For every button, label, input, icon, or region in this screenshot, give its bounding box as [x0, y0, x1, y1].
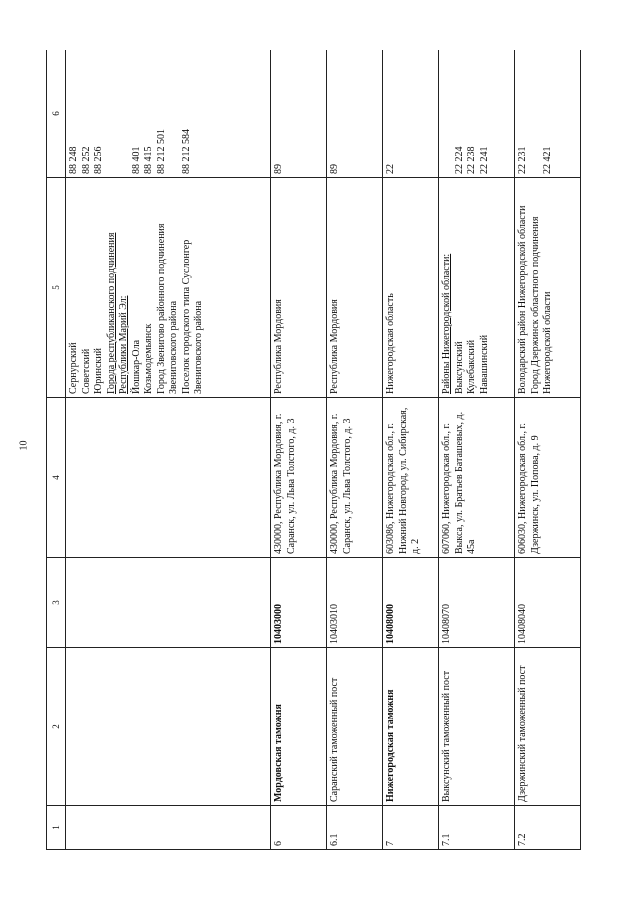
region-line: Поселок городского типа Суслонгер Звениговского района	[180, 239, 204, 394]
region-line: Козьмодемьянск	[143, 323, 154, 394]
oktmo-code: 88 401	[130, 146, 142, 174]
customs-address: 603086, Нижегородская обл., г. Нижний Новгород, ул. Сибирская, д. 2	[383, 398, 439, 558]
oktmo-cell: 89	[327, 50, 383, 178]
region-line: Город Дзержинск областного подчинения Нижегородской области	[529, 216, 553, 394]
row-number: 6.1	[327, 806, 383, 850]
customs-address: 430000, Республика Мордовия, г. Саранск, ул. Льва Толстого, д. 3	[271, 398, 327, 558]
cell-empty	[66, 648, 271, 806]
oktmo-code: 88 248	[68, 146, 79, 174]
oktmo-code: 22 421	[542, 146, 553, 174]
cell-empty	[66, 558, 271, 648]
oktmo-cell: 22	[383, 50, 439, 178]
table-row	[271, 50, 327, 850]
customs-address: 607060, Нижегородская обл., г. Выкса, ул. Братьев Баташевых, д. 45а	[439, 398, 515, 558]
table-row	[439, 50, 515, 850]
region-line: Навашинский	[478, 334, 490, 394]
customs-code: 10403000	[271, 558, 327, 648]
customs-name: Дзержинский таможенный пост	[515, 648, 581, 806]
customs-name: Саранский таможенный пост	[327, 648, 383, 806]
table-wrapper	[46, 50, 581, 850]
region-line: Володарский район Нижегородской области	[517, 205, 528, 394]
oktmo-code: 88 415	[143, 146, 154, 174]
rotated-table-frame	[46, 50, 581, 850]
region-line: Юринский	[93, 348, 104, 394]
customs-name: Нижегородская таможня	[383, 648, 439, 806]
region-cell: Нижегородская область	[383, 178, 439, 398]
cell-empty	[66, 806, 271, 850]
table-row	[383, 50, 439, 850]
header-cell-1: 1	[47, 806, 66, 850]
oktmo-code: 22 238	[466, 146, 477, 174]
region-cell: Республика Мордовия	[327, 178, 383, 398]
header-cell-3: 3	[47, 558, 66, 648]
customs-name: Мордовская таможня	[271, 648, 327, 806]
region-line: Кулебакский	[466, 339, 477, 394]
row-number: 7.1	[439, 806, 515, 850]
oktmo-code: 22 231	[517, 146, 528, 174]
region-line: Выксунский	[453, 341, 465, 394]
customs-name: Выксунский таможенный пост	[439, 648, 515, 806]
row-number: 7.2	[515, 806, 581, 850]
customs-address: 430000, Республика Мордовия, г. Саранск, ул. Льва Толстого, д. 3	[327, 398, 383, 558]
row-number: 7	[383, 806, 439, 850]
oktmo-cell	[515, 50, 581, 178]
region-cell	[439, 178, 515, 398]
oktmo-code: 88 252	[80, 146, 92, 174]
oktmo-code: 88 212 584	[180, 129, 192, 174]
row-number: 6	[271, 806, 327, 850]
oktmo-code: 88 212 501	[155, 129, 167, 174]
region-line: Город Звенигово районного подчинения Звениговского района	[155, 223, 179, 394]
header-cell-2: 2	[47, 648, 66, 806]
region-list-cell	[66, 178, 271, 398]
region-cell: Республика Мордовия	[271, 178, 327, 398]
customs-code: 10408040	[515, 558, 581, 648]
region-line: Советский	[80, 348, 92, 394]
region-heading: Города республиканского подчинения Республики Марий Эл:	[105, 232, 129, 394]
oktmo-code: 22 224	[453, 146, 465, 174]
oktmo-list-cell	[66, 50, 271, 178]
oktmo-cell	[439, 50, 515, 178]
table-row	[327, 50, 383, 850]
oktmo-code: 88 256	[93, 146, 104, 174]
header-cell-6: 6	[47, 50, 66, 178]
customs-code: 10408000	[383, 558, 439, 648]
table-header-row	[47, 50, 66, 850]
oktmo-cell: 89	[271, 50, 327, 178]
region-heading: Районы Нижегородской области:	[441, 253, 452, 394]
customs-code: 10403010	[327, 558, 383, 648]
oktmo-code: 22 241	[478, 146, 490, 174]
customs-code: 10408070	[439, 558, 515, 648]
region-line: Йошкар-Ола	[130, 339, 142, 394]
customs-address: 606030, Нижегородская обл., г. Дзержинск, ул. Попова, д. 9	[515, 398, 581, 558]
customs-table	[46, 50, 581, 850]
region-cell	[515, 178, 581, 398]
region-line: Сернурский	[68, 342, 79, 394]
header-cell-5: 5	[47, 178, 66, 398]
page-number: 10	[18, 440, 30, 451]
table-row-continuation	[66, 50, 271, 850]
cell-empty	[66, 398, 271, 558]
table-row	[515, 50, 581, 850]
header-cell-4: 4	[47, 398, 66, 558]
